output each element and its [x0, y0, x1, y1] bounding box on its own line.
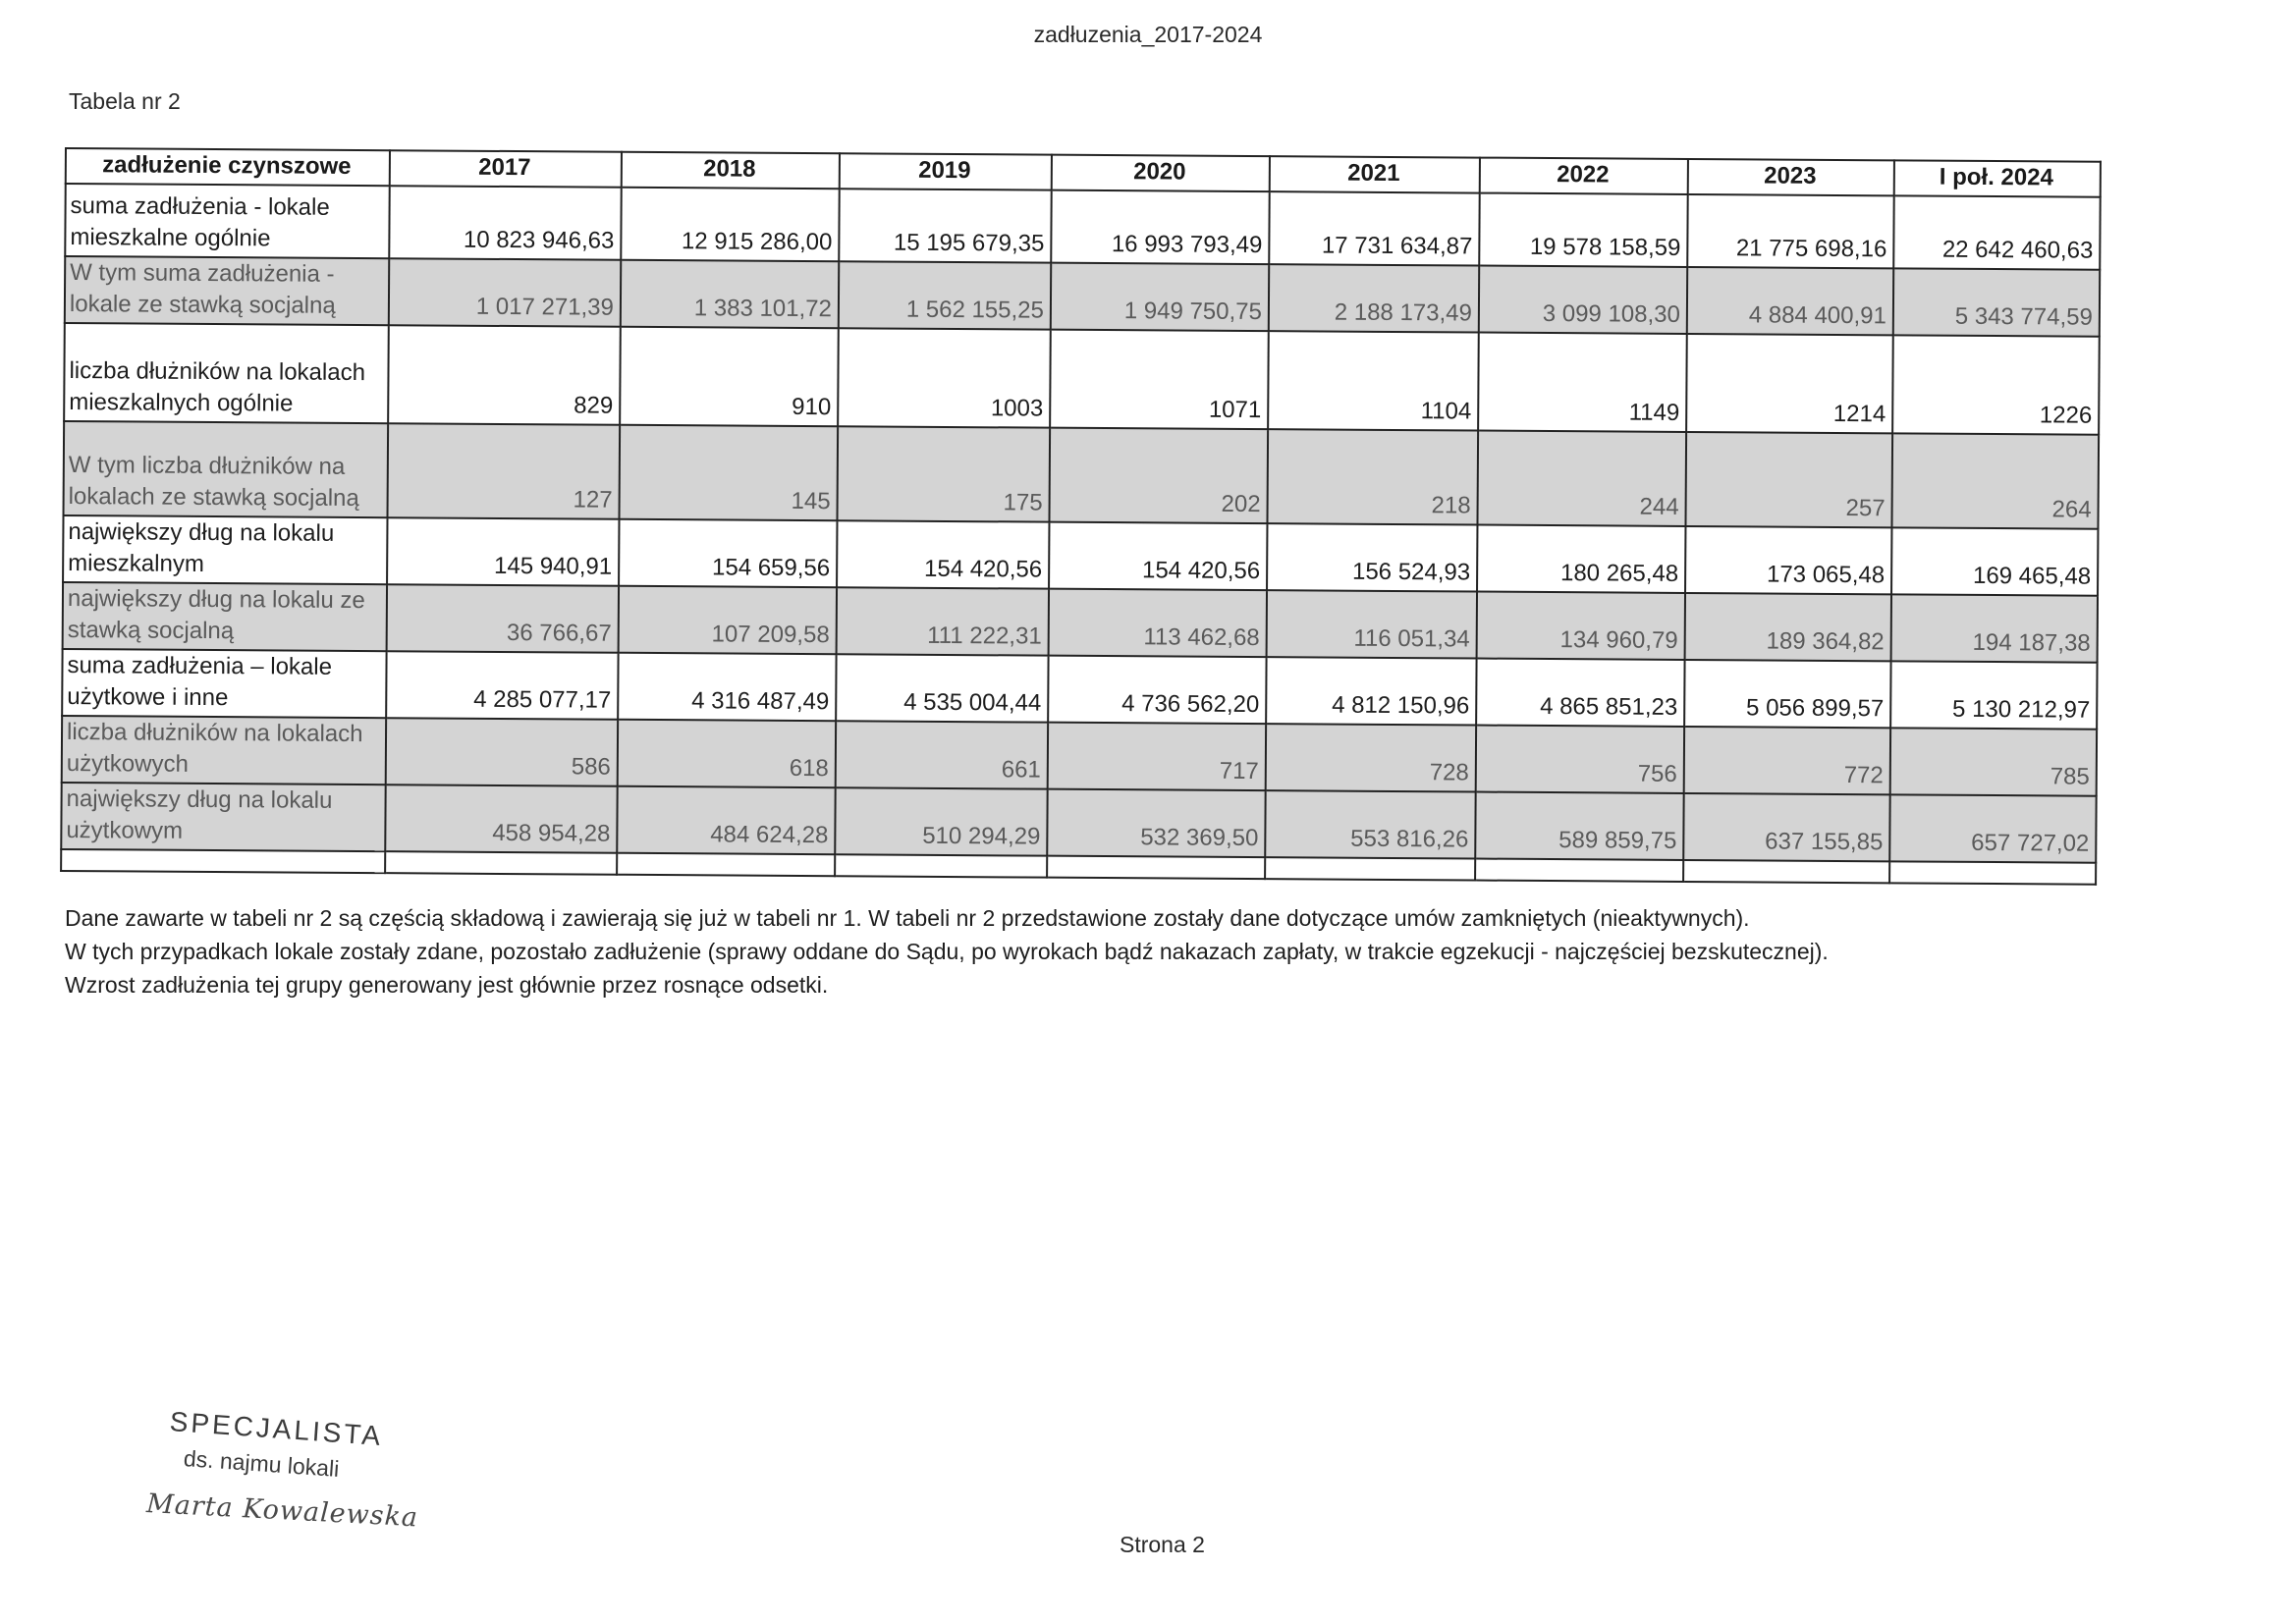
- note-line: Dane zawarte w tabeli nr 2 są częścią składową i zawierają się już w tabeli nr 1. W tabeli nr 2 przedstawione zostały dane dotyczące umów zamkniętych (nieaktywnych).: [65, 905, 1750, 931]
- table-empty-cell: [61, 849, 385, 873]
- table-cell: 19 578 158,59: [1479, 193, 1687, 267]
- row-label: największy dług na lokalu użytkowym: [61, 783, 385, 851]
- table-cell: 589 859,75: [1475, 792, 1683, 860]
- handwritten-signature: Marta Kowalewska: [145, 1488, 419, 1534]
- table-cell: 1003: [838, 328, 1051, 427]
- row-label: liczba dłużników na lokalach użytkowych: [62, 716, 386, 784]
- column-header-2021: 2021: [1270, 156, 1480, 192]
- table-empty-cell: [385, 851, 617, 875]
- page-number: Strona 2: [1120, 1532, 1205, 1557]
- table-cell: 169 465,48: [1891, 527, 2098, 595]
- column-header-2017: 2017: [390, 150, 622, 188]
- table-empty-cell: [1047, 856, 1265, 879]
- table-cell: 12 915 286,00: [621, 188, 839, 261]
- table-cell: 717: [1048, 723, 1266, 790]
- table-empty-cell: [617, 853, 835, 876]
- table-cell: 484 624,28: [617, 786, 835, 854]
- table-cell: 15 195 679,35: [839, 189, 1051, 262]
- table-cell: 756: [1476, 726, 1684, 793]
- row-label: W tym suma zadłużenia - lokale ze stawką socjalną: [65, 256, 389, 325]
- column-header-2024-h1: I poł. 2024: [1894, 160, 2101, 196]
- row-label: największy dług na lokalu ze stawką socjalną: [63, 582, 387, 651]
- table-cell: 5 056 899,57: [1684, 660, 1890, 728]
- row-label: liczba dłużników na lokalach mieszkalnych ogólnie: [64, 323, 389, 423]
- debt-table: [60, 147, 2102, 886]
- table-cell: 1 949 750,75: [1051, 263, 1269, 331]
- column-header-2019: 2019: [840, 153, 1052, 189]
- table-cell: 154 420,56: [837, 520, 1049, 588]
- table-cell: 244: [1477, 431, 1686, 526]
- table-cell: 10 823 946,63: [389, 186, 621, 260]
- row-label: suma zadłużenia - lokale mieszkalne ogólnie: [65, 184, 389, 258]
- table-cell: 36 766,67: [387, 584, 619, 653]
- table-cell: 4 535 004,44: [836, 654, 1048, 722]
- debt-table-container: [60, 147, 2100, 872]
- table-cell: 4 316 487,49: [618, 653, 836, 721]
- table-empty-cell: [1265, 857, 1475, 880]
- table-empty-cell: [835, 854, 1047, 877]
- table-cell: 180 265,48: [1477, 525, 1685, 593]
- table-empty-cell: [1889, 861, 2096, 884]
- table-cell: 173 065,48: [1685, 526, 1891, 594]
- table-cell: 553 816,26: [1265, 790, 1475, 858]
- table-cell: 189 364,82: [1685, 593, 1891, 661]
- column-header-category: zadłużenie czynszowe: [66, 148, 390, 186]
- table-cell: 1071: [1050, 330, 1269, 429]
- column-header-2018: 2018: [622, 152, 840, 189]
- table-label: Tabela nr 2: [69, 88, 181, 114]
- table-cell: 17 731 634,87: [1269, 191, 1479, 265]
- table-cell: 113 462,68: [1049, 589, 1267, 657]
- row-label: największy dług na lokalu mieszkalnym: [63, 515, 387, 584]
- table-cell: 175: [837, 426, 1050, 521]
- table-cell: 218: [1267, 429, 1478, 524]
- table-cell: 107 209,58: [619, 586, 837, 654]
- table-cell: 154 659,56: [619, 519, 837, 587]
- table-cell: 4 865 851,23: [1476, 659, 1684, 727]
- table-cell: 2 188 173,49: [1269, 264, 1479, 332]
- table-empty-cell: [1475, 859, 1683, 882]
- table-cell: 728: [1266, 724, 1476, 791]
- table-cell: 637 155,85: [1683, 793, 1889, 861]
- table-cell: 3 099 108,30: [1479, 266, 1687, 334]
- table-cell: 785: [1890, 728, 2097, 795]
- table-row: [64, 421, 2100, 529]
- table-cell: 4 884 400,91: [1687, 267, 1893, 335]
- note-line: W tych przypadkach lokale zostały zdane, pozostało zadłużenie (sprawy oddane do Sądu, po wyrokach bądź nakazach zapłaty, w trakcie egzekucji - najczęściej bezskutecznej).: [65, 939, 1829, 964]
- table-cell: 772: [1684, 727, 1890, 794]
- column-header-2023: 2023: [1688, 159, 1894, 195]
- table-cell: 22 642 460,63: [1893, 195, 2100, 269]
- page-header-title: zadłuzenia_2017-2024: [1033, 22, 1263, 47]
- table-cell: 4 812 150,96: [1266, 657, 1476, 725]
- table-cell: 510 294,29: [835, 787, 1047, 855]
- table-cell: 264: [1891, 433, 2099, 528]
- table-cell: 1149: [1478, 333, 1687, 432]
- table-empty-cell: [1683, 860, 1889, 883]
- table-row: [65, 184, 2100, 270]
- table-cell: 586: [386, 718, 618, 786]
- table-cell: 1 383 101,72: [621, 260, 839, 328]
- table-cell: 829: [388, 325, 621, 425]
- table-cell: 657 727,02: [1889, 794, 2096, 862]
- table-cell: 116 051,34: [1267, 590, 1477, 658]
- table-cell: 458 954,28: [385, 784, 617, 853]
- table-cell: 257: [1685, 432, 1892, 527]
- table-cell: 1 017 271,39: [389, 258, 621, 327]
- stamp-subtitle: ds. najmu lokali: [183, 1445, 341, 1482]
- row-label: W tym liczba dłużników na lokalach ze stawką socjalną: [64, 421, 389, 517]
- table-cell: 4 285 077,17: [386, 651, 618, 720]
- table-cell: 4 736 562,20: [1048, 656, 1266, 724]
- table-cell: 156 524,93: [1267, 523, 1477, 591]
- specialist-stamp: [147, 1406, 442, 1543]
- table-cell: 127: [388, 423, 621, 519]
- table-cell: 16 993 793,49: [1051, 190, 1269, 264]
- table-cell: 134 960,79: [1477, 592, 1685, 660]
- table-cell: 145 940,91: [387, 517, 619, 586]
- table-cell: 111 222,31: [837, 587, 1049, 655]
- column-header-2022: 2022: [1480, 158, 1688, 194]
- table-cell: 661: [836, 721, 1048, 788]
- table-cell: 1 562 155,25: [839, 261, 1051, 329]
- table-cell: 5 343 774,59: [1893, 268, 2100, 336]
- table-cell: 532 369,50: [1047, 789, 1265, 857]
- table-cell: 1214: [1686, 334, 1893, 433]
- stamp-title: SPECJALISTA: [168, 1406, 385, 1452]
- notes-block: [65, 901, 2225, 1001]
- table-cell: 202: [1049, 428, 1268, 523]
- column-header-2020: 2020: [1052, 155, 1270, 191]
- table-cell: 145: [620, 425, 839, 520]
- table-cell: 910: [620, 327, 839, 426]
- table-cell: 194 187,38: [1891, 594, 2098, 662]
- table-row: [64, 323, 2100, 435]
- table-cell: 5 130 212,97: [1890, 661, 2097, 729]
- table-cell: 21 775 698,16: [1687, 194, 1893, 268]
- table-cell: 1104: [1268, 331, 1479, 430]
- note-line: Wzrost zadłużenia tej grupy generowany jest głównie przez rosnące odsetki.: [65, 972, 829, 998]
- table-cell: 618: [618, 720, 836, 787]
- table-cell: 1226: [1892, 335, 2100, 434]
- row-label: suma zadłużenia – lokale użytkowe i inne: [62, 649, 386, 718]
- table-cell: 154 420,56: [1049, 522, 1267, 590]
